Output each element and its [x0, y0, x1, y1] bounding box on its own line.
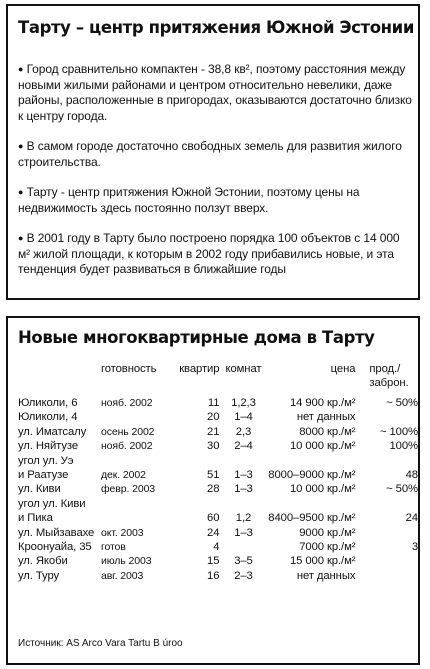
header-readiness: готовность — [100, 363, 157, 375]
housing-table-panel — [6, 316, 420, 665]
table-row — [18, 526, 418, 540]
cell-sold: 100% — [389, 440, 418, 453]
table-row — [18, 482, 418, 496]
cell-readiness — [101, 497, 169, 511]
header-sold — [355, 362, 418, 396]
cell-address: ул. Иматсалу — [18, 425, 87, 438]
paragraph-text: Тарту - центр притяжения Южной Эстонии, поэтому цены на недвижимость здесь постоянно ползут вверх. — [18, 185, 360, 215]
article-paragraph — [18, 139, 414, 170]
cell-apartments: 15 — [207, 555, 220, 568]
cell-sold — [355, 454, 418, 468]
cell-rooms — [219, 540, 267, 554]
cell-readiness — [101, 410, 169, 424]
bullet-icon: ● — [18, 187, 24, 197]
cell-rooms: 1–3 — [234, 526, 253, 539]
cell-apartments: 20 — [207, 411, 220, 424]
cell-readiness: осень 2002 — [100, 425, 155, 438]
cell-sold — [355, 569, 418, 583]
cell-sold — [355, 497, 418, 511]
table-row — [18, 569, 418, 583]
cell-readiness: готов — [100, 541, 126, 554]
cell-sold — [355, 554, 418, 568]
cell-rooms: 1,2,3 — [231, 397, 256, 409]
cell-price: нет данных — [296, 411, 356, 424]
table-row — [18, 497, 418, 511]
cell-price: 8000 кр./м² — [299, 425, 356, 438]
article-paragraphs — [18, 62, 414, 293]
cell-readiness: июль 2003 — [100, 555, 152, 568]
cell-sold: ~ 50% — [386, 397, 418, 409]
cell-address: и Пика — [18, 512, 53, 525]
table-row — [18, 554, 418, 568]
cell-apartments: 28 — [207, 483, 220, 496]
cell-sold: 3 — [411, 541, 418, 554]
article-paragraph — [18, 231, 414, 278]
cell-readiness — [101, 454, 169, 468]
cell-apartments: 24 — [207, 526, 220, 539]
cell-readiness: окт. 2003 — [100, 526, 144, 539]
cell-apartments: 11 — [207, 397, 220, 409]
article-paragraph — [18, 185, 414, 216]
cell-sold: 24 — [405, 512, 418, 525]
cell-rooms: 3–5 — [234, 555, 253, 568]
paragraph-text: Город сравнительно компактен - 38,8 кв², поэтому расстояния между новыми жилыми районами и центром относительно невелики, даже районы, расположенные в пригородах, оказываются достаточно близко к центру города. — [18, 62, 412, 123]
cell-rooms: 1–4 — [234, 411, 253, 424]
cell-address: ул. Якоби — [18, 555, 68, 568]
cell-sold: 48 — [405, 469, 418, 482]
paragraph-text: В самом городе достаточно свободных земель для развития жилого строительства. — [18, 139, 402, 169]
cell-rooms: 2–4 — [234, 440, 253, 453]
cell-rooms: 1–3 — [234, 469, 253, 482]
cell-apartments: 21 — [207, 425, 220, 438]
cell-apartments: 16 — [207, 569, 220, 582]
cell-apartments: 60 — [207, 512, 220, 525]
bullet-icon: ● — [18, 233, 24, 243]
article-title: Тарту – центр притяжения Южной Эстонии — [18, 18, 414, 37]
cell-readiness: нояб. 2002 — [100, 440, 153, 453]
cell-sold: ~ 100% — [379, 425, 418, 438]
header-address — [18, 362, 101, 396]
cell-address: Кроонуайа, 35 — [18, 541, 92, 554]
table-row — [18, 439, 418, 453]
cell-price: 10 000 кр./м² — [289, 483, 356, 496]
header-price: цена — [330, 363, 356, 375]
cell-address: угол ул. Киви — [18, 497, 86, 510]
source-note: Источник: AS Arco Vara Tartu B úroo — [18, 638, 183, 649]
bullet-icon: ● — [18, 141, 24, 151]
cell-readiness: авг. 2003 — [100, 569, 144, 582]
cell-price: нет данных — [296, 569, 356, 582]
cell-readiness: дек. 2002 — [100, 469, 146, 482]
cell-price: 7000 кр./м² — [299, 541, 356, 554]
cell-rooms: 2–3 — [234, 569, 253, 582]
paragraph-text: В 2001 году в Тарту было построено порядка 100 объектов с 14 000 м² жилой площади, к которым в 2002 году прибавились новые, и эта тенденция будет развиваться в ближайшие годы — [18, 231, 400, 276]
table-row — [18, 410, 418, 424]
cell-address: угол ул. Уэ — [18, 454, 74, 467]
table-row — [18, 468, 418, 482]
cell-readiness: февр. 2003 — [100, 483, 156, 496]
cell-sold — [355, 526, 418, 540]
cell-rooms: 1,2 — [235, 512, 252, 525]
cell-apartments — [169, 454, 219, 468]
housing-table — [18, 362, 418, 583]
header-sold-text: прод./ заброн. — [369, 363, 409, 389]
cell-readiness — [101, 511, 169, 525]
cell-apartments — [169, 497, 219, 511]
cell-rooms: 2,3 — [235, 425, 252, 438]
cell-price: 9000 кр./м² — [299, 526, 356, 539]
table-row — [18, 454, 418, 468]
table-title: Новые многоквартирные дома в Тарту — [18, 328, 375, 347]
cell-rooms — [219, 454, 267, 468]
table-row — [18, 396, 418, 410]
cell-address: Юликоли, 4 — [18, 411, 78, 424]
cell-rooms — [219, 497, 267, 511]
cell-address: Юликоли, 6 — [18, 397, 78, 409]
cell-apartments: 30 — [207, 440, 220, 453]
table-row — [18, 540, 418, 554]
cell-price: 10 000 кр./м² — [289, 440, 356, 453]
cell-price: 8400–9500 кр./м² — [268, 512, 356, 525]
cell-address: ул. Мыйзавахе — [18, 526, 95, 539]
bullet-icon: ● — [18, 64, 24, 74]
header-apartments: квартир — [179, 363, 220, 375]
cell-price: 8000–9000 кр./м² — [268, 469, 356, 482]
cell-address: и Раатузе — [18, 469, 69, 482]
table-header-row — [18, 362, 418, 396]
cell-price — [268, 454, 356, 468]
cell-readiness: нояб. 2002 — [100, 397, 153, 409]
cell-address: ул. Няйтузе — [18, 440, 79, 453]
cell-price: 15 000 кр./м² — [289, 555, 356, 568]
cell-rooms: 1–3 — [234, 483, 253, 496]
table-row — [18, 425, 418, 439]
cell-sold — [355, 410, 418, 424]
cell-address: ул. Киви — [18, 483, 61, 496]
cell-apartments: 4 — [213, 541, 220, 554]
cell-sold: ~ 50% — [386, 483, 418, 496]
cell-price: 14 900 кр./м² — [289, 397, 356, 409]
article-panel — [6, 4, 420, 300]
cell-apartments: 51 — [207, 469, 220, 482]
table-body — [18, 396, 418, 583]
table-row — [18, 511, 418, 525]
cell-price — [268, 497, 356, 511]
cell-address: ул. Туру — [18, 569, 60, 582]
header-rooms: комнат — [225, 363, 262, 375]
article-paragraph — [18, 62, 414, 124]
